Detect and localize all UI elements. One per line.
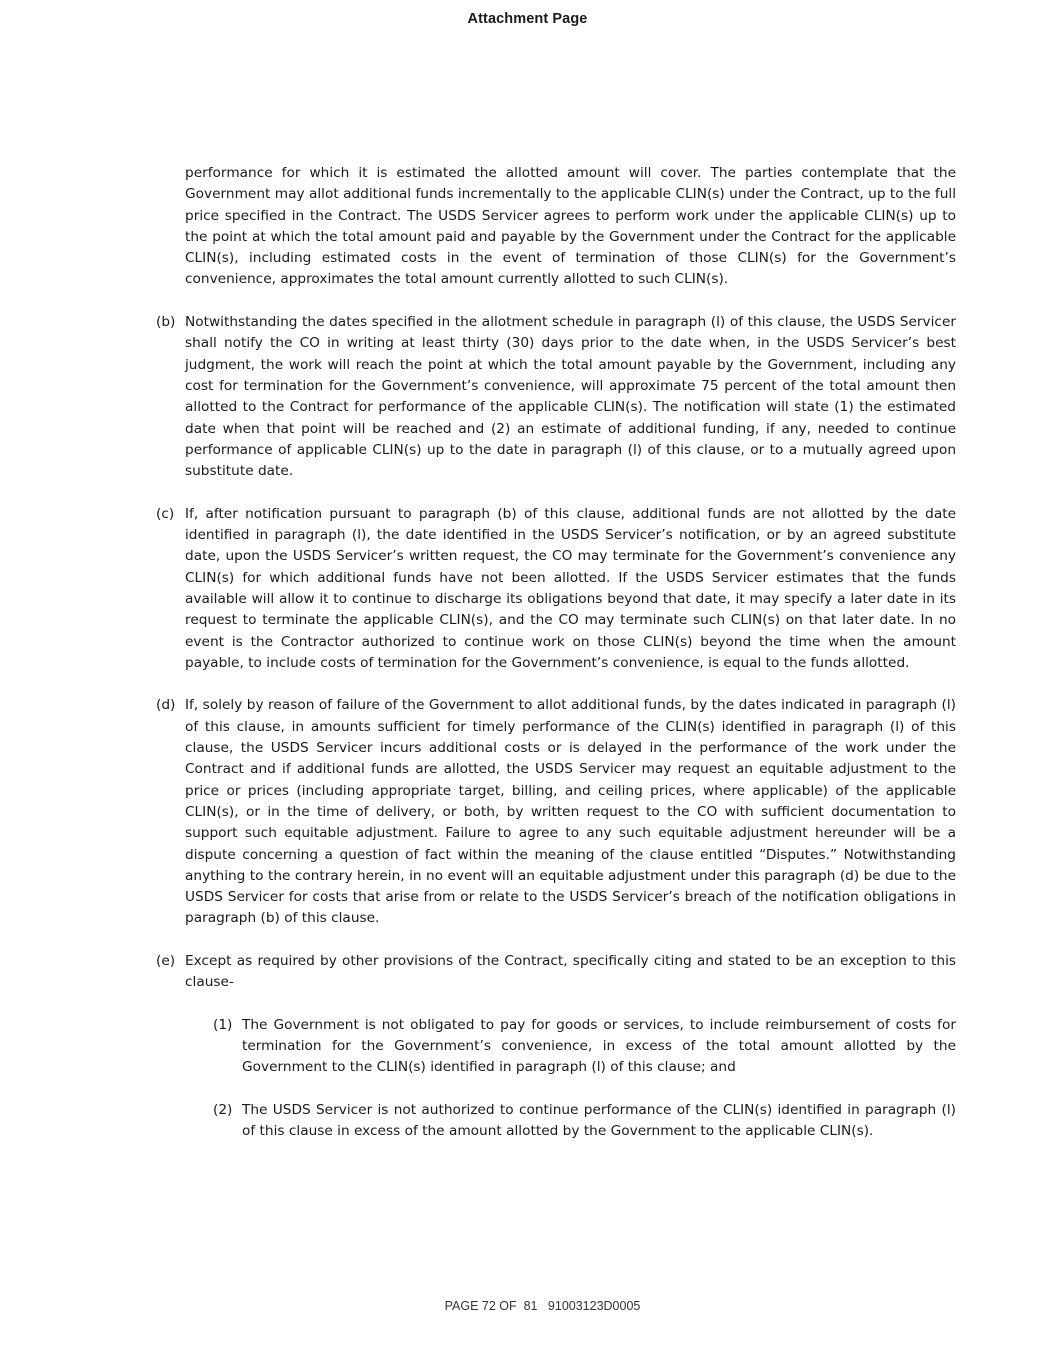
clause-item-e xyxy=(156,951,956,994)
page-footer: PAGE 72 OF 81 91003123D0005 xyxy=(444,1299,641,1313)
document-body xyxy=(156,163,956,1164)
subitem-label: (2) xyxy=(213,1102,233,1119)
item-label: (b) xyxy=(156,314,176,331)
item-label: (d) xyxy=(156,697,176,714)
clause-item-b xyxy=(156,312,956,482)
subitem-text: The Government is not obligated to pay for goods or services, to include reimbursement of costs for termination for the Government’s convenience, in excess of the total amount allotted by the Government to the CLIN(s) identified in paragraph (l) of this clause; and xyxy=(242,1016,956,1076)
item-text: Except as required by other provisions of the Contract, specifically citing and stated to be an exception to this clause- xyxy=(185,952,956,991)
clause-item-d xyxy=(156,695,956,929)
subitem-label: (1) xyxy=(213,1016,233,1033)
item-text: If, solely by reason of failure of the Government to allot additional funds, by the dates indicated in paragraph (l) of this clause, in amounts sufficient for timely performance of the CLIN(s) identified in paragraph (l) of this clause, the USDS Servicer incurs additional costs or is delayed in the performance of the work under the Contract and if additional funds are allotted, the USDS Servicer may request an equitable adjustment to the price or prices (including appropriate target, billing, and ceiling prices, where applicable) of the applicable CLIN(s), or in the time of delivery, or both, by written request to the CO with sufficient documentation to support such equitable adjustment. Failure to agree to any such equitable adjustment hereunder will be a dispute concerning a question of fact within the meaning of the clause entitled “Disputes.” Notwithstanding anything to the contrary herein, in no event will an equitable adjustment under this paragraph (d) be due to the USDS Servicer for costs that arise from or relate to the USDS Servicer’s breach of the notification obligations in paragraph (b) of this clause. xyxy=(185,697,956,927)
subitem-text: The USDS Servicer is not authorized to continue performance of the CLIN(s) identified in paragraph (l) of this clause in excess of the amount allotted by the Government to the applicable CLIN(s). xyxy=(242,1102,956,1140)
item-label: (c) xyxy=(156,505,175,522)
subclause-item-1 xyxy=(156,1015,956,1079)
item-label: (e) xyxy=(156,952,176,969)
clause-item-c xyxy=(156,504,956,674)
item-text: Notwithstanding the dates specified in the allotment schedule in paragraph (l) of this clause, the USDS Servicer shall notify the CO in writing at least thirty (30) days prior to the date when, in the USDS Servicer’s best judgment, the work will reach the point at which the total amount payable by the Government, including any cost for termination for the Government’s convenience, will approximate 75 percent of the total amount then allotted to the Contract for performance of the applicable CLIN(s). The notification will state (1) the estimated date when that point will be reached and (2) an estimate of additional funding, if any, needed to continue performance of applicable CLIN(s) up to the date in paragraph (l) of this clause, or to a mutually agreed upon substitute date. xyxy=(185,314,956,480)
page-header-title: Attachment Page xyxy=(467,11,588,27)
subclause-item-2 xyxy=(156,1100,956,1143)
item-text: If, after notification pursuant to paragraph (b) of this clause, additional funds are not allotted by the date identified in paragraph (l), the date identified in the USDS Servicer’s notification, or by an agreed substitute date, upon the USDS Servicer’s written request, the CO may terminate for the Government’s convenience any CLIN(s) for which additional funds have not been allotted. If the USDS Servicer estimates that the funds available will allow it to continue to discharge its obligations beyond that date, it may specify a later date in its request to terminate the applicable CLIN(s), and the CO may terminate such CLIN(s) on that later date. In no event is the Contractor authorized to continue work on those CLIN(s) beyond the time when the amount payable, to include costs of termination for the Government’s convenience, is equal to the funds allotted. xyxy=(185,505,956,671)
continuation-paragraph: performance for which it is estimated the allotted amount will cover. The parties contemplate that the Government may allot additional funds incrementally to the applicable CLIN(s) under the Contract, up to the full price specified in the Contract. The USDS Servicer agrees to perform work under the applicable CLIN(s) up to the point at which the total amount paid and payable by the Government under the Contract for the applicable CLIN(s), including estimated costs in the event of termination of those CLIN(s) for the Government’s convenience, approximates the total amount currently allotted to such CLIN(s). xyxy=(185,165,956,288)
